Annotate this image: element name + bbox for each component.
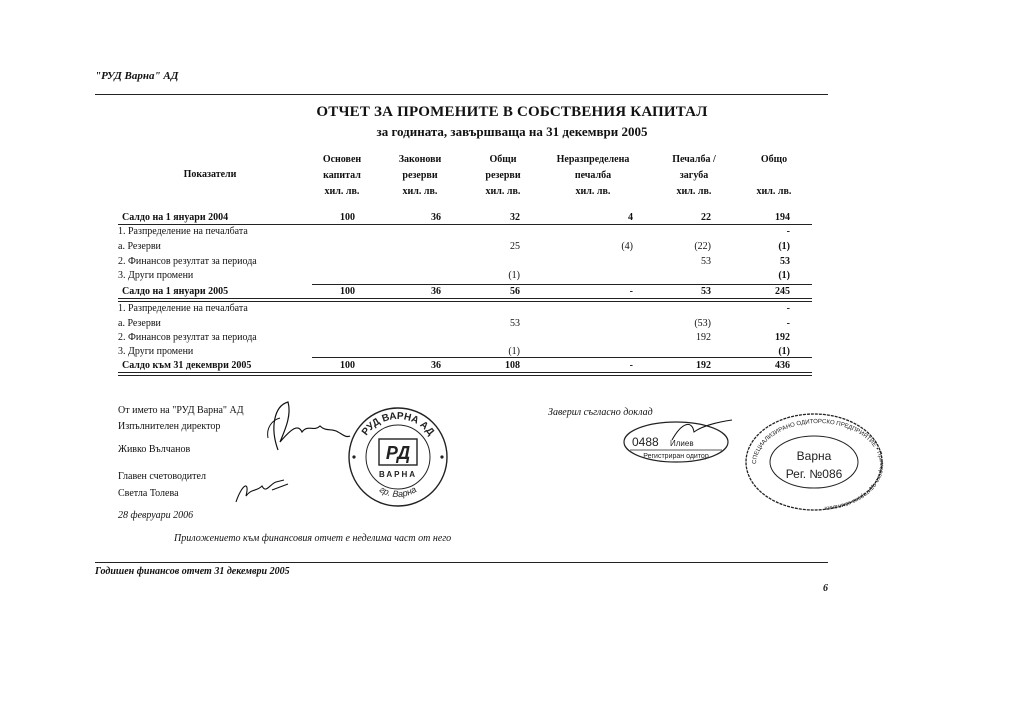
director-name: Живко Вълчанов [118, 444, 191, 455]
svg-text:РУД ВАРНА АД [360, 411, 436, 438]
svg-text:СПЕЦИАЛИЗИРАНО ОДИТОРСКО ПРЕДП [752, 419, 884, 511]
table-cell: - [786, 226, 790, 237]
table-cell: - [786, 318, 790, 329]
table-cell: 53 [780, 256, 790, 267]
row-label: а. Резерви [118, 241, 161, 252]
row-label: а. Резерви [118, 318, 161, 329]
table-cell: 36 [431, 360, 441, 371]
table-cell: (1) [508, 270, 520, 281]
table-cell: 36 [431, 286, 441, 297]
column-header-line: Общо [760, 154, 788, 165]
table-cell: 108 [505, 360, 520, 371]
column-header-line: хил. лв. [324, 186, 360, 197]
table-cell: (1) [778, 270, 790, 281]
report-title: ОТЧЕТ ЗА ПРОМЕНИТЕ В СОБСТВЕНИЯ КАПИТАЛ [316, 104, 708, 120]
table-rule [118, 375, 812, 376]
header-rule [95, 94, 828, 95]
table-cell: 100 [340, 286, 355, 297]
director-signature [262, 398, 352, 456]
report-subtitle: за годината, завършваща на 31 декември 2005 [376, 124, 648, 139]
table-rule [118, 301, 812, 302]
table-cell: 22 [701, 212, 711, 223]
table-cell: 192 [775, 332, 790, 343]
indicator-header: Показатели [183, 169, 237, 180]
table-cell: 53 [701, 256, 711, 267]
company-stamp-city: гр. Варна [377, 484, 419, 500]
table-cell: 100 [340, 212, 355, 223]
footer-rule [95, 562, 828, 563]
auditor-stamp [622, 418, 734, 466]
table-rule [118, 224, 812, 225]
table-cell: 32 [510, 212, 520, 223]
row-label: 3. Други промени [118, 346, 194, 357]
table-cell: 194 [775, 212, 790, 223]
column-header-line: Печалба / [672, 154, 716, 165]
table-cell: - [629, 360, 633, 371]
table-cell: (1) [778, 241, 790, 252]
column-header-line: резерви [485, 170, 521, 181]
table-cell: 100 [340, 360, 355, 371]
table-rule [118, 372, 812, 373]
auditor-number: 0488 [632, 435, 659, 449]
table-cell: 53 [510, 318, 520, 329]
director-title: Изпълнителен директор [118, 421, 221, 432]
column-header-line: хил. лв. [756, 186, 792, 197]
table-cell: 192 [696, 360, 711, 371]
subtotal-rule [312, 357, 812, 358]
audit-firm-stamp [742, 410, 884, 514]
row-label: 3. Други промени [118, 270, 194, 281]
row-label: 1. Разпределение на печалбата [118, 303, 248, 314]
column-header-line: Неразпределена [556, 154, 630, 165]
column-header-line: хил. лв. [485, 186, 521, 197]
subtotal-rule [312, 284, 812, 285]
column-header-line: резерви [402, 170, 438, 181]
table-cell: (4) [621, 241, 633, 252]
row-label: Салдо на 1 януари 2005 [122, 286, 229, 297]
svg-text:гр. Варна [378, 484, 418, 499]
table-cell: 192 [696, 332, 711, 343]
table-cell: (53) [694, 318, 711, 329]
auditor-name: Илиев [670, 439, 694, 448]
table-cell: 436 [775, 360, 790, 371]
row-label: 2. Финансов резултат за периода [118, 332, 257, 343]
column-header-line: Основен [322, 154, 362, 165]
certified-text: Заверил съгласно доклад [548, 407, 653, 418]
table-cell: - [786, 303, 790, 314]
accountant-title: Главен счетоводител [118, 471, 206, 482]
signing-date: 28 февруари 2006 [118, 510, 194, 521]
on-behalf-text: От името на "РУД Варна" АД [118, 405, 244, 416]
auditor-label: Регистриран одитор [643, 453, 709, 460]
firm-city: Варна [796, 449, 832, 463]
row-label: 1. Разпределение на печалбата [118, 226, 248, 237]
column-header-line: капитал [323, 170, 361, 181]
column-header-line: хил. лв. [575, 186, 611, 197]
row-label: Салдо към 31 декември 2005 [122, 360, 252, 371]
accountant-signature [232, 474, 292, 506]
page-number: 6 [823, 583, 828, 594]
table-cell: 4 [628, 212, 633, 223]
row-label: Салдо на 1 януари 2004 [122, 212, 229, 223]
column-header-line: загуба [679, 170, 709, 181]
company-header: "РУД Варна" АД [95, 70, 179, 82]
column-header-line: Законови [398, 154, 442, 165]
accountant-name: Светла Толева [118, 488, 179, 499]
appendix-note: Приложението към финансовия отчет е неделима част от него [174, 533, 452, 544]
company-stamp-ring-text: РУД ВАРНА АД [359, 410, 437, 438]
table-rule [118, 298, 812, 299]
column-header-line: печалба [574, 170, 612, 181]
table-cell: 53 [701, 286, 711, 297]
firm-reg: Рег. №086 [785, 467, 843, 481]
table-cell: (1) [778, 346, 790, 357]
company-stamp-inner: ВАРНА [378, 470, 418, 479]
table-cell: 245 [775, 286, 790, 297]
table-cell: 56 [510, 286, 520, 297]
table-cell: (1) [508, 346, 520, 357]
company-stamp [346, 403, 450, 511]
table-cell: 36 [431, 212, 441, 223]
column-header-line: хил. лв. [676, 186, 712, 197]
table-cell: 25 [510, 241, 520, 252]
firm-ring-text: СПЕЦИАЛИЗИРАНО ОДИТОРСКО ПРЕДПРИЯТИЕ • Приморска одиторска компания [751, 418, 884, 511]
column-header-line: Общи [489, 154, 517, 165]
company-logo: РД [385, 443, 411, 463]
row-label: 2. Финансов резултат за периода [118, 256, 257, 267]
footer-report-name: Годишен финансов отчет 31 декември 2005 [95, 566, 290, 577]
table-cell: (22) [694, 241, 711, 252]
table-cell: - [629, 286, 633, 297]
column-header-line: хил. лв. [402, 186, 438, 197]
